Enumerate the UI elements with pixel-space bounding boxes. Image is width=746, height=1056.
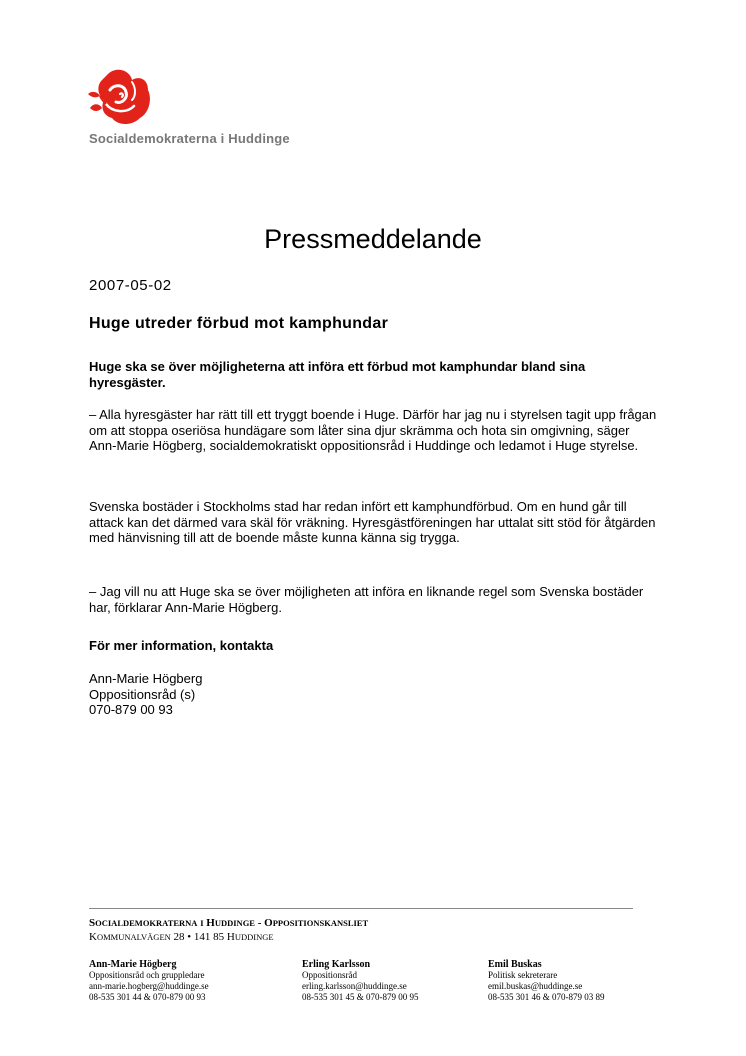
contact-role: Oppositionsråd (s): [89, 686, 196, 702]
footer-contact-name: Ann-Marie Högberg: [89, 959, 177, 970]
contact-phone: 070-879 00 93: [89, 702, 173, 717]
organization-name: Socialdemokraterna i Huddinge: [89, 131, 290, 146]
body-paragraph: – Jag vill nu att Huge ska se över möjligheten att införa en liknande regel som Svenska bostäder har, förklarar Ann-Marie Högberg.: [89, 584, 644, 615]
footer-contact-role: Oppositionsråd och gruppledare: [89, 970, 205, 980]
body-paragraph: Svenska bostäder i Stockholms stad har redan infört ett kamphundförbud. Om en hund går till attack kan det därmed vara skäl för vräkning. Hyresgästföreningen har uttalat sitt stöd för åtgärden med hänvisning till att de boende måste kunna känna sig trygga.: [89, 499, 656, 545]
footer-divider: [89, 908, 633, 909]
footer-contact-role: Politisk sekreterare: [488, 970, 558, 980]
rose-logo: [86, 68, 154, 126]
footer-contact-role: Oppositionsråd: [302, 970, 357, 980]
lead-paragraph: Huge ska se över möjligheterna att införa ett förbud mot kamphundar bland sina hyresgäster.: [89, 359, 586, 390]
document-title: Pressmeddelande: [264, 224, 482, 255]
footer-contact-phone: 08-535 301 45 & 070-879 00 95: [302, 992, 419, 1002]
footer-address-text: KOMMUNALVÄGEN 28 • 141 85 HUDDINGE: [89, 931, 274, 943]
contact-name: Ann-Marie Högberg: [89, 671, 203, 686]
footer-contact-1: [89, 959, 209, 1003]
body-paragraph: – Alla hyresgäster har rätt till ett tryggt boende i Huge. Därför har jag nu i styrelsen tagit upp frågan om att stoppa oseriösa hundägare som låter sina djur skrämma och hota sin omgivning, säger Ann-Marie Högberg, socialdemokratiskt oppositionsråd i Huddinge och ledamot i Huge styrelse.: [89, 407, 657, 453]
contact-block: [89, 671, 202, 718]
footer-contact-phone: 08-535 301 44 & 070-879 00 93: [89, 992, 206, 1002]
footer-contact-email: ann-marie.hogberg@huddinge.se: [89, 981, 209, 991]
footer-contact-email: erling.karlsson@huddinge.se: [302, 981, 407, 991]
footer-contact-name: Erling Karlsson: [302, 959, 371, 970]
footer-contact-email: emil.buskas@huddinge.se: [488, 981, 583, 991]
contact-heading: För mer information, kontakta: [89, 638, 274, 653]
footer-contact-phone: 08-535 301 46 & 070-879 03 89: [488, 992, 605, 1002]
footer-organization: [89, 917, 368, 929]
footer-contact-2: [302, 959, 419, 1003]
footer-org-text: SOCIALDEMOKRATERNA I HUDDINGE - OPPOSITIONSKANSLIET: [89, 917, 369, 929]
footer-address: [89, 931, 274, 943]
footer-contact-3: [488, 959, 605, 1003]
press-date: 2007-05-02: [89, 277, 172, 294]
footer-contact-name: Emil Buskas: [488, 959, 542, 970]
headline: Huge utreder förbud mot kamphundar: [89, 315, 389, 332]
